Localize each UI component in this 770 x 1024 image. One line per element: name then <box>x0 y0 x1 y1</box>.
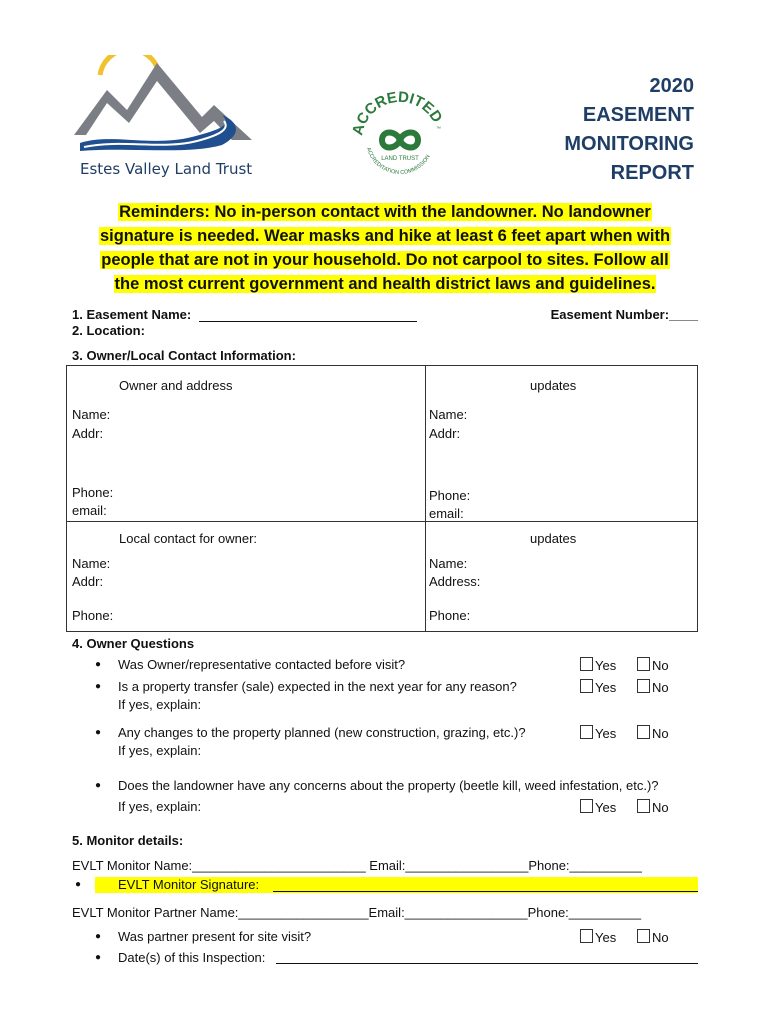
reminders-block <box>70 200 700 296</box>
question-4: ● Does the landowner have any concerns about the property (beetle kill, weed infestation, etc.)? <box>118 778 659 793</box>
infinity-icon <box>382 133 418 148</box>
title-easement: EASEMENT <box>582 104 694 126</box>
checkbox-icon <box>580 725 593 739</box>
monitor-signature-label: EVLT Monitor Signature: <box>118 877 260 892</box>
partner-yes-checkbox[interactable]: Yes <box>580 929 616 945</box>
owner-addr-label: Addr: <box>72 426 104 441</box>
checkbox-icon <box>637 679 650 693</box>
q4-explain-label[interactable]: If yes, explain: <box>118 799 202 814</box>
section5-heading: 5. Monitor details: <box>72 833 184 848</box>
q1-yes-checkbox[interactable]: Yes <box>580 657 616 673</box>
evlt-logo <box>72 55 262 185</box>
local-contact-cell[interactable] <box>67 522 426 632</box>
q2-yes-checkbox[interactable]: Yes <box>580 679 616 695</box>
inspection-dates-label: Date(s) of this Inspection: <box>118 950 266 965</box>
seal-inner-bottom: ACCREDITATION COMMISSION <box>364 146 432 177</box>
q4-yes-checkbox[interactable]: Yes <box>580 799 616 815</box>
reminder-line-4: the most current government and health district laws and guidelines. <box>114 275 656 293</box>
updates-header-2: updates <box>530 531 577 546</box>
q1-no-checkbox[interactable]: No <box>637 657 669 673</box>
owner-phone-label: Phone: <box>72 485 114 500</box>
partner-present-question: ● Was partner present for site visit? <box>118 929 311 944</box>
updates-phone-label: Phone: <box>429 488 471 503</box>
title-report: REPORT <box>610 162 694 184</box>
monitor-info-line[interactable]: EVLT Monitor Name:________________________ Email:_________________Phone:__________ <box>72 858 642 873</box>
checkbox-icon <box>637 929 650 943</box>
local-contact-header: Local contact for owner: <box>119 531 258 546</box>
owner-cell[interactable] <box>67 366 426 522</box>
question-2: ● Is a property transfer (sale) expected in the next year for any reason? <box>118 679 517 694</box>
question-1: ● Was Owner/representative contacted before visit? <box>118 657 405 672</box>
seal-ring-text: ACCREDITED <box>350 88 446 137</box>
easement-name-label: 1. Easement Name: <box>72 307 192 322</box>
easement-number-label[interactable]: Easement Number:____ <box>550 307 698 322</box>
local-phone-label: Phone: <box>72 608 114 623</box>
checkbox-icon <box>637 657 650 671</box>
checkbox-icon <box>637 725 650 739</box>
monitor-signature-row[interactable] <box>75 877 698 893</box>
partner-no-checkbox[interactable]: No <box>637 929 669 945</box>
question-3: ● Any changes to the property planned (new construction, grazing, etc.)? <box>118 725 526 740</box>
updates2-name-label: Name: <box>429 556 468 571</box>
checkbox-icon <box>580 679 593 693</box>
easement-name-field[interactable] <box>199 307 417 322</box>
signature-line[interactable] <box>273 891 698 892</box>
title-year: 2020 <box>649 75 694 97</box>
local-updates-cell[interactable] <box>426 522 698 632</box>
easement-name-row <box>72 307 417 322</box>
section4-heading: 4. Owner Questions <box>72 636 195 651</box>
q3-yes-checkbox[interactable]: Yes <box>580 725 616 741</box>
accreditation-seal <box>350 88 450 188</box>
checkbox-icon <box>637 799 650 813</box>
seal-tm: ™ <box>436 126 441 132</box>
reminder-line-1: Reminders: No in-person contact with the landowner. No landowner <box>119 203 651 221</box>
q3-no-checkbox[interactable]: No <box>637 725 669 741</box>
reminder-line-3: people that are not in your household. Do not carpool to sites. Follow all <box>101 251 669 269</box>
owner-name-label: Name: <box>72 407 111 422</box>
mountain-river-logo-graphic <box>72 55 262 155</box>
local-name-label: Name: <box>72 556 111 571</box>
q3-explain-label[interactable]: If yes, explain: <box>118 743 202 758</box>
location-label[interactable]: 2. Location: <box>72 323 145 338</box>
report-title <box>564 72 694 188</box>
updates-name-label: Name: <box>429 407 468 422</box>
owner-email-label: email: <box>72 503 107 518</box>
q2-no-checkbox[interactable]: No <box>637 679 669 695</box>
owner-header: Owner and address <box>119 378 233 393</box>
checkbox-icon <box>580 929 593 943</box>
section3-heading: 3. Owner/Local Contact Information: <box>72 348 296 363</box>
local-addr-label: Addr: <box>72 574 104 589</box>
bullet-icon: ● <box>75 879 82 890</box>
org-name: Estes Valley Land Trust <box>80 160 253 178</box>
q4-no-checkbox[interactable]: No <box>637 799 669 815</box>
updates-addr-label: Addr: <box>429 426 461 441</box>
q2-explain-label[interactable]: If yes, explain: <box>118 697 202 712</box>
checkbox-icon <box>580 657 593 671</box>
title-monitoring: MONITORING <box>564 133 694 155</box>
updates-header: updates <box>530 378 577 393</box>
updates-email-label: email: <box>429 506 464 521</box>
contact-table <box>66 365 698 632</box>
updates2-address-label: Address: <box>429 574 481 589</box>
reminder-line-2: signature is needed. Wear masks and hike at least 6 feet apart when with <box>99 227 671 245</box>
owner-updates-cell[interactable] <box>426 366 698 522</box>
updates2-phone-label: Phone: <box>429 608 471 623</box>
seal-inner-top: LAND TRUST <box>381 156 419 162</box>
checkbox-icon <box>580 799 593 813</box>
inspection-dates-line[interactable] <box>276 963 698 964</box>
partner-info-line[interactable]: EVLT Monitor Partner Name:__________________Email:_________________Phone:__________ <box>72 905 642 920</box>
inspection-dates-row[interactable] <box>95 950 698 966</box>
svg-text:ACCREDITED <box>350 89 446 137</box>
bullet-icon: ● <box>95 952 102 963</box>
